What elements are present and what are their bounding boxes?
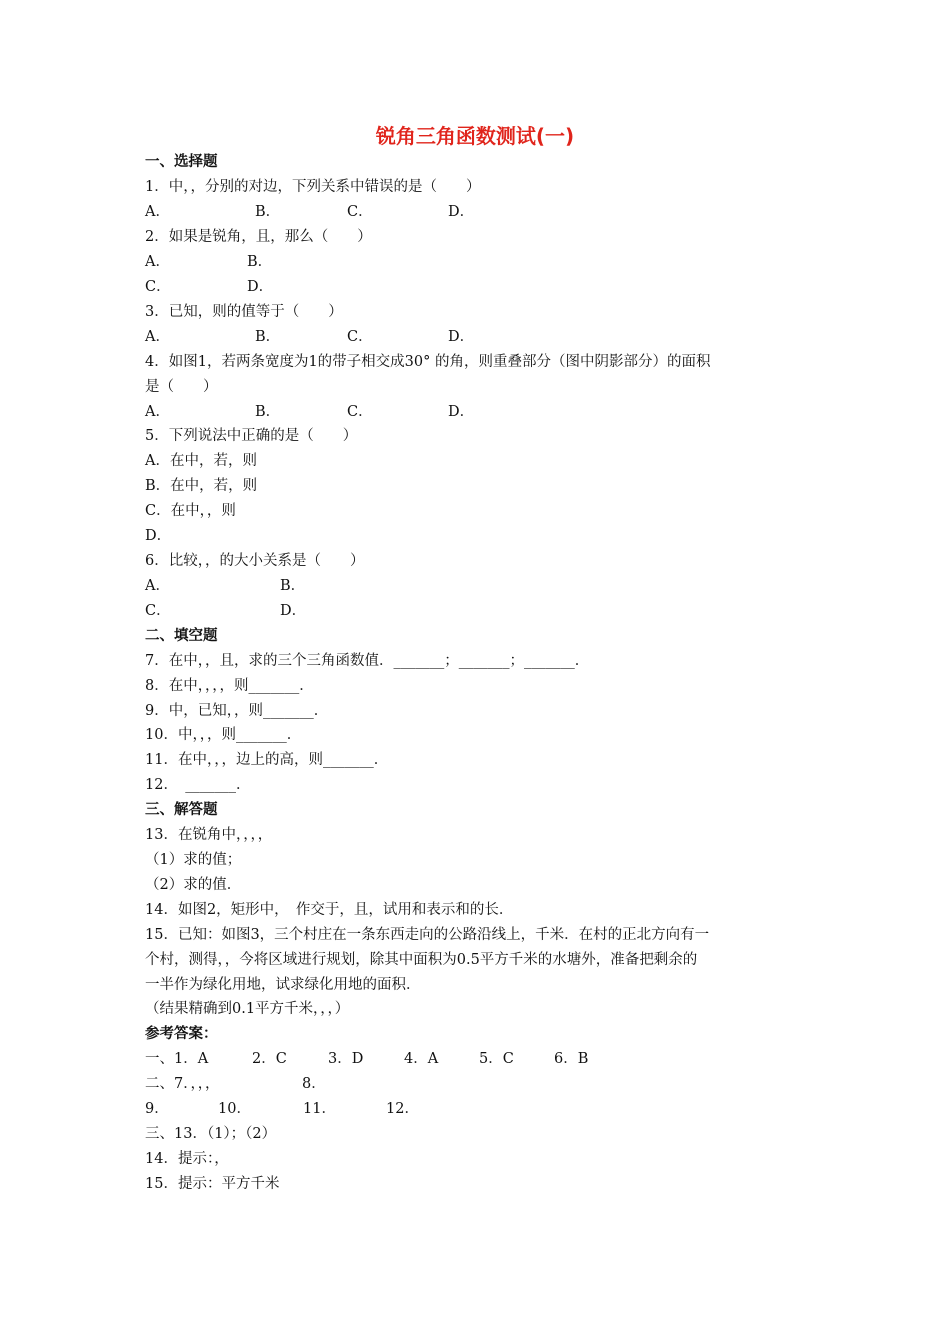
question-4: 4．如图1，若两条宽度为1的带子相交成30° 的角，则重叠部分（图中阴影部分）的面积 [145, 354, 711, 370]
option: D． [448, 329, 475, 345]
section-heading-solve: 三、解答题 [145, 802, 218, 818]
question-7: 7．在中，，且，求的三个三角函数值．_______；_______；_______． [145, 653, 590, 669]
answer: 9． [145, 1101, 169, 1117]
option: D． [448, 204, 475, 220]
answer: 4．A [404, 1051, 439, 1067]
option: A． [145, 404, 170, 420]
option: A． [145, 578, 170, 594]
question-15: 15．已知：如图3，三个村庄在一条东西走向的公路沿线上，千米．在村的正北方向有一 [145, 927, 710, 943]
option: A． [145, 329, 170, 345]
answers-fill-row1 [145, 1074, 845, 1094]
answers-fill-row2 [145, 1099, 845, 1119]
question-2: 2．如果是锐角，且，那么（ ） [145, 229, 372, 245]
question-3: 3．已知，则的值等于（ ） [145, 304, 343, 320]
answer-15: 15．提示：平方千米 [145, 1176, 280, 1192]
question-4-options [145, 402, 845, 422]
option: B． [247, 254, 273, 270]
answer: 二、7．，，， [145, 1076, 220, 1092]
answers-choice [145, 1049, 845, 1069]
question-5-option-c: C．在中，，则 [145, 503, 236, 519]
question-12: 12． _______． [145, 777, 251, 793]
option: C． [347, 204, 373, 220]
question-13-part-1: （1）求的值； [145, 852, 242, 868]
option: C． [347, 404, 373, 420]
answer: 一、1．A [145, 1051, 209, 1067]
question-1-options [145, 202, 845, 222]
option: C． [145, 603, 171, 619]
answer: 5．C [479, 1051, 514, 1067]
answer: 10． [218, 1101, 251, 1117]
section-heading-choice: 一、选择题 [145, 154, 218, 170]
question-10: 10．中，，，则_______． [145, 727, 302, 743]
question-5-option-d: D． [145, 528, 172, 544]
answer: 11． [303, 1101, 336, 1117]
answer: 2．C [252, 1051, 287, 1067]
question-14: 14．如图2，矩形中， 作交于，且，试用和表示和的长． [145, 902, 514, 918]
option: C． [347, 329, 373, 345]
option: A． [145, 254, 170, 270]
question-13: 13．在锐角中，，，， [145, 827, 273, 843]
question-8: 8．在中，，，，则_______． [145, 678, 314, 694]
question-2-options-row1 [145, 252, 845, 272]
question-5: 5．下列说法中正确的是（ ） [145, 428, 358, 444]
question-6: 6．比较，，的大小关系是（ ） [145, 553, 365, 569]
answers-heading: 参考答案： [145, 1026, 218, 1042]
question-1: 1．中，，分别的对边，下列关系中错误的是（ ） [145, 179, 481, 195]
option: C． [145, 279, 171, 295]
option: A． [145, 204, 170, 220]
option: D． [247, 279, 274, 295]
option: B． [280, 578, 306, 594]
option: B． [255, 329, 281, 345]
question-4-continued: 是（ ） [145, 379, 218, 395]
question-5-option-b: B．在中，若，则 [145, 478, 258, 494]
option: B． [255, 204, 281, 220]
question-2-options-row2 [145, 277, 845, 297]
answer-13: 三、13．（1）；（2） [145, 1126, 277, 1142]
question-15-line-2: 个村，测得，，今将区域进行规划，除其中面积为0.5平方千米的水塘外，准备把剩余的 [145, 952, 698, 968]
question-15-line-3: 一半作为绿化用地，试求绿化用地的面积． [145, 977, 421, 993]
question-5-option-a: A．在中，若，则 [145, 453, 257, 469]
answer: 6．B [554, 1051, 589, 1067]
section-heading-fill: 二、填空题 [145, 628, 218, 644]
option: B． [255, 404, 281, 420]
question-11: 11．在中，，，边上的高，则_______． [145, 752, 389, 768]
question-13-part-2: （2）求的值． [145, 877, 242, 893]
answer: 12． [386, 1101, 419, 1117]
question-15-note: （结果精确到0.1平方千米，，，） [145, 1001, 350, 1017]
question-6-options-row2 [145, 601, 845, 621]
answer: 8． [302, 1076, 326, 1092]
question-3-options [145, 327, 845, 347]
document-title: 锐角三角函数测试(一) [375, 124, 575, 148]
answer: 3．D [328, 1051, 364, 1067]
option: D． [280, 603, 307, 619]
answer-14: 14．提示：， [145, 1151, 229, 1167]
question-9: 9．中，已知，，则_______． [145, 703, 329, 719]
question-6-options-row1 [145, 576, 845, 596]
option: D． [448, 404, 475, 420]
